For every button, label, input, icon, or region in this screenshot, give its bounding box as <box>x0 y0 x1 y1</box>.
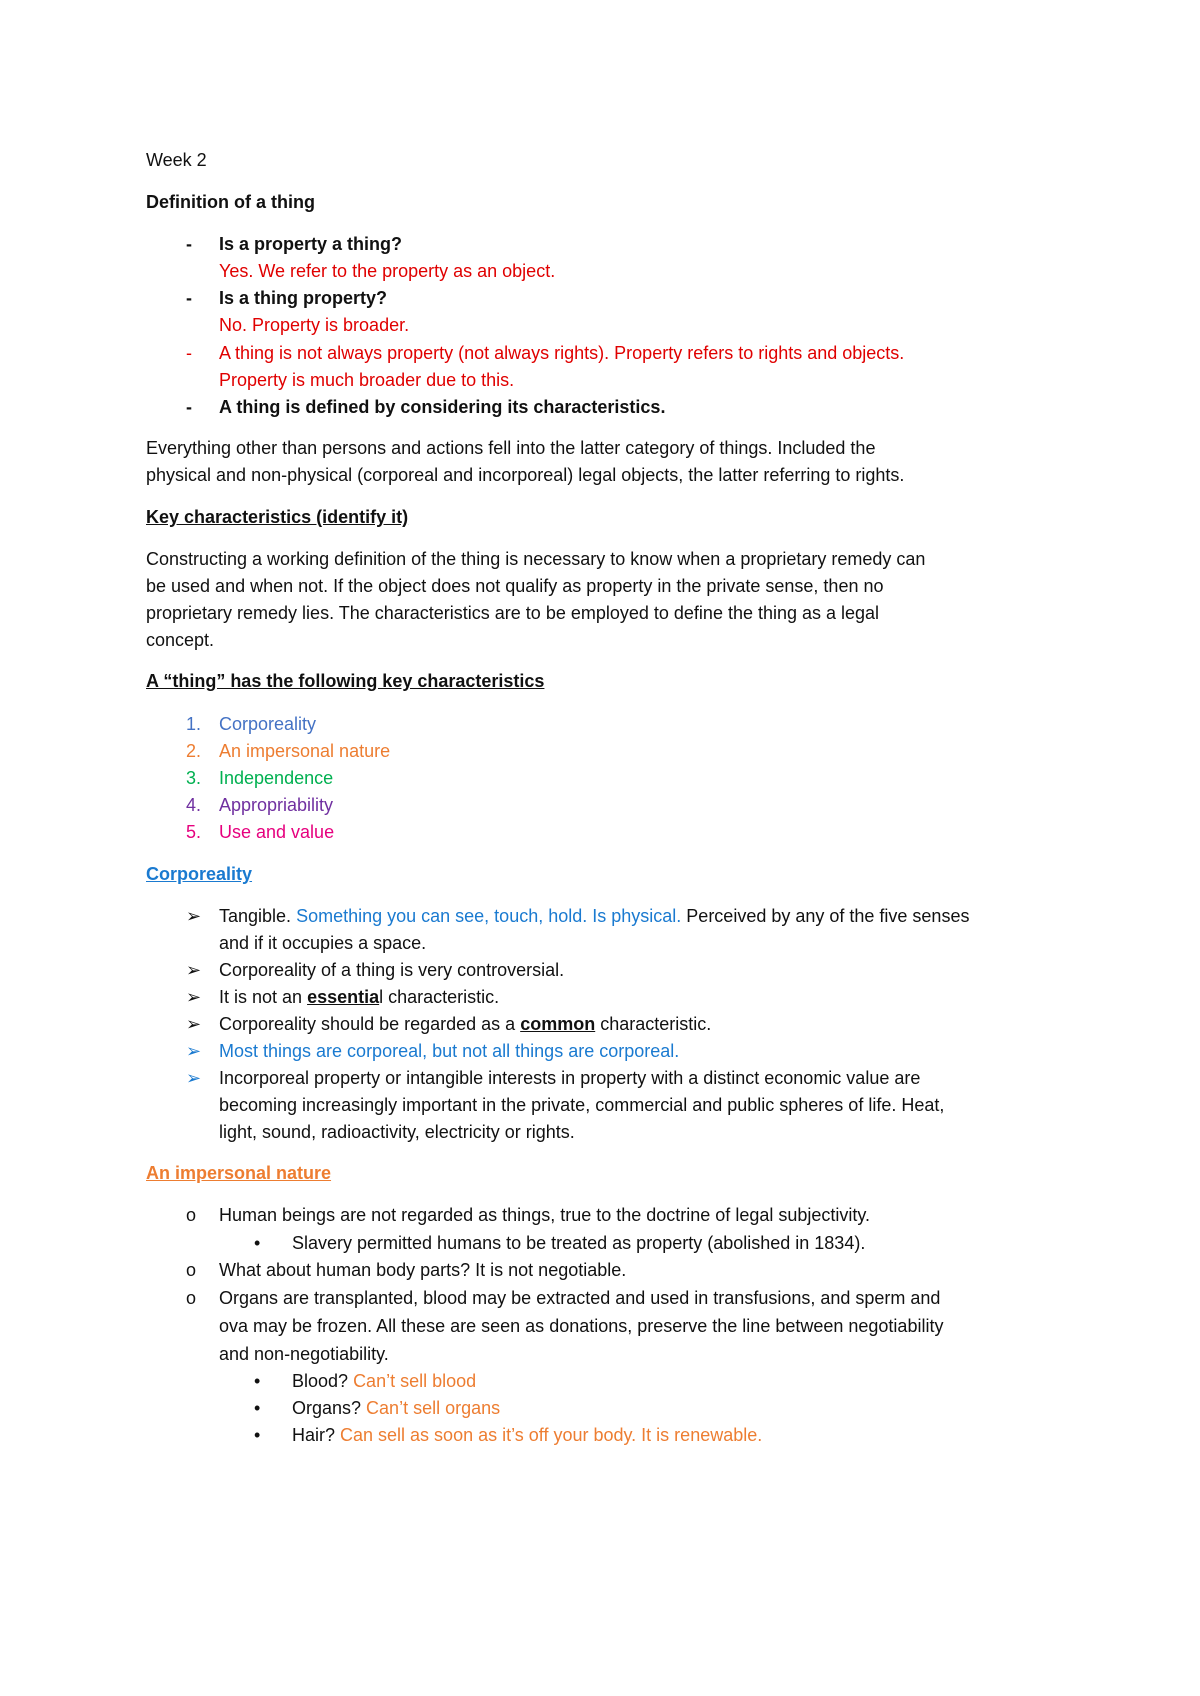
definition-last: A thing is defined by considering its characteristics. <box>219 397 666 417</box>
text-run: Corporeality should be regarded as a <box>219 1014 521 1034</box>
bullet-text <box>219 983 1076 1012</box>
bullet-icon: • <box>254 1398 261 1418</box>
arrow-bullet-icon: ➢ <box>186 987 202 1007</box>
bullet-icon: • <box>254 1233 261 1253</box>
bullet-text <box>292 1394 1076 1423</box>
numbered-text: Independence <box>219 768 334 788</box>
impersonal-heading: An impersonal nature <box>146 1163 332 1183</box>
definition-heading: Definition of a thing <box>146 192 315 212</box>
text-run: Perceived by any of the five senses <box>681 906 970 926</box>
bullet-icon: • <box>254 1425 261 1445</box>
arrow-bullet-icon: ➢ <box>186 960 202 980</box>
definition-answer: No. Property is broader. <box>219 315 410 335</box>
dash-marker: - <box>186 397 192 417</box>
arrow-bullet-icon: ➢ <box>186 906 202 926</box>
text-run-highlight: Can’t sell blood <box>353 1371 477 1391</box>
numbered-text: Corporeality <box>219 714 317 734</box>
intro-line-2: physical and non-physical (corporeal and incorporeal) legal objects, the latter referring to rights. <box>146 465 905 485</box>
bullet-text: Incorporeal property or intangible interests in property with a distinct economic value are <box>219 1068 921 1088</box>
text-run: It is not an <box>219 987 308 1007</box>
bullet-text: ova may be frozen. All these are seen as donations, preserve the line between negotiability <box>219 1316 944 1336</box>
number-marker: 1. <box>186 714 202 734</box>
arrow-bullet-icon: ➢ <box>186 1068 202 1088</box>
circle-bullet-icon: o <box>186 1260 197 1280</box>
bullet-text: and non-negotiability. <box>219 1344 389 1364</box>
arrow-bullet-icon: ➢ <box>186 1041 202 1061</box>
bullet-text <box>292 1421 1076 1450</box>
definition-note-line: Property is much broader due to this. <box>219 370 515 390</box>
intro-line-1: Everything other than persons and actions fell into the latter category of things. Included the <box>146 438 876 458</box>
text-run-highlight: Can’t sell organs <box>366 1398 501 1418</box>
dash-marker: - <box>186 288 192 308</box>
text-run: Tangible. <box>219 906 297 926</box>
list-heading: A “thing” has the following key characteristics <box>146 671 545 691</box>
definition-question: Is a property a thing? <box>219 234 403 254</box>
bullet-icon: • <box>254 1371 261 1391</box>
circle-bullet-icon: o <box>186 1288 197 1308</box>
numbered-text: Use and value <box>219 822 335 842</box>
text-run-highlight: Something you can see, touch, hold. Is physical. <box>296 906 682 926</box>
key-line-2: be used and when not. If the object does not qualify as property in the private sense, then no <box>146 576 884 596</box>
definition-answer: Yes. We refer to the property as an object. <box>219 261 556 281</box>
text-run: Blood? <box>292 1371 354 1391</box>
definition-question: Is a thing property? <box>219 288 388 308</box>
text-run: Hair? <box>292 1425 341 1445</box>
number-marker: 5. <box>186 822 202 842</box>
bullet-text <box>219 1010 1076 1039</box>
text-run-highlight: Can sell as soon as it’s off your body. It is renewable. <box>340 1425 763 1445</box>
number-marker: 4. <box>186 795 202 815</box>
text-run: characteristic. <box>595 1014 712 1034</box>
key-line-4: concept. <box>146 630 215 650</box>
key-line-1: Constructing a working definition of the thing is necessary to know when a proprietary remedy can <box>146 549 926 569</box>
key-heading: Key characteristics (identify it) <box>146 507 409 527</box>
dash-marker: - <box>186 343 192 363</box>
bullet-text: Organs are transplanted, blood may be extracted and used in transfusions, and sperm and <box>219 1288 941 1308</box>
arrow-bullet-icon: ➢ <box>186 1014 202 1034</box>
numbered-text: Appropriability <box>219 795 334 815</box>
bullet-text: Slavery permitted humans to be treated as property (abolished in 1834). <box>292 1233 866 1253</box>
bullet-text: What about human body parts? It is not negotiable. <box>219 1260 627 1280</box>
corporeality-heading: Corporeality <box>146 864 253 884</box>
numbered-text: An impersonal nature <box>219 741 391 761</box>
number-marker: 3. <box>186 768 202 788</box>
bullet-text: Human beings are not regarded as things, true to the doctrine of legal subjectivity. <box>219 1205 871 1225</box>
circle-bullet-icon: o <box>186 1205 197 1225</box>
text-run: Organs? <box>292 1398 367 1418</box>
dash-marker: - <box>186 234 192 254</box>
number-marker: 2. <box>186 741 202 761</box>
bullet-text: and if it occupies a space. <box>219 933 427 953</box>
bullet-text <box>219 902 1076 931</box>
bullet-text <box>292 1367 1076 1396</box>
bullet-text: becoming increasingly important in the private, commercial and public spheres of life. Heat, <box>219 1095 945 1115</box>
key-line-3: proprietary remedy lies. The characteristics are to be employed to define the thing as a legal <box>146 603 880 623</box>
text-run: l characteristic. <box>379 987 500 1007</box>
bullet-text: light, sound, radioactivity, electricity or rights. <box>219 1122 575 1142</box>
text-run-emphasis: essentia <box>307 987 380 1007</box>
bullet-text: Corporeality of a thing is very controversial. <box>219 960 565 980</box>
text-run-emphasis: common <box>520 1014 596 1034</box>
bullet-text: Most things are corporeal, but not all things are corporeal. <box>219 1041 680 1061</box>
week-label: Week 2 <box>146 150 207 170</box>
definition-note-line: A thing is not always property (not always rights). Property refers to rights and objects. <box>219 343 905 363</box>
